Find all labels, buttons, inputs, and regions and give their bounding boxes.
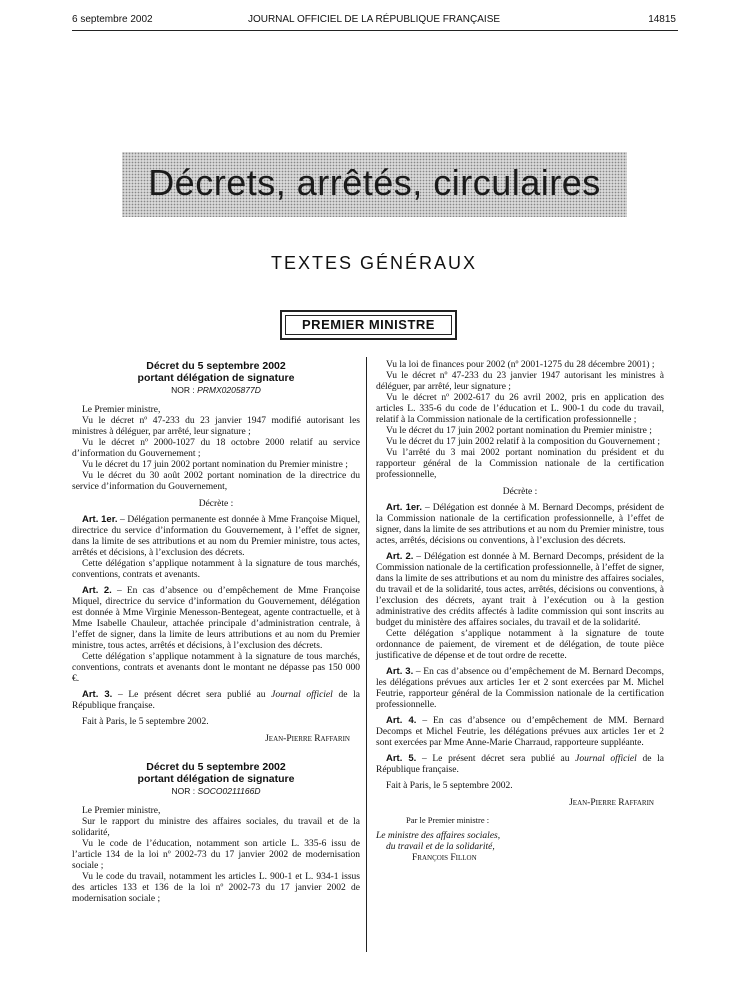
decree2-para: Vu le décret nº 47-233 du 23 janvier 1947 autorisant les ministres à déléguer, par arrêté, leur signature ;	[376, 371, 664, 392]
decree2-para: Sur le rapport du ministre des affaires sociales, du travail et de la solidarité,	[72, 817, 360, 838]
decree1-article-1	[72, 514, 360, 559]
decree2-nor-label: NOR :	[171, 786, 196, 796]
decree1-para: Le Premier ministre,	[82, 405, 161, 415]
article-label: Art. 2.	[82, 585, 112, 596]
article-label: Art. 3.	[82, 689, 113, 700]
decree2-par-le-premier-ministre: Par le Premier ministre :	[406, 815, 490, 825]
decree2-article-2	[376, 551, 664, 629]
decree2-para: Vu la loi de finances pour 2002 (nº 2001-1275 du 28 décembre 2001) ;	[386, 360, 655, 370]
decree1-title	[72, 360, 360, 384]
decree2-para: Vu le code de l’éducation, notamment son article L. 335-6 issu de l’article 134 de la loi nº 2002-73 du 17 janvier 2002 de modernisation sociale ;	[72, 839, 360, 871]
header-journal-title: JOURNAL OFFICIEL DE LA RÉPUBLIQUE FRANÇAISE	[247, 14, 501, 25]
decree1-title-line1: Décret du 5 septembre 2002	[146, 360, 286, 372]
minister-title-line1: Le ministre des affaires sociales,	[376, 831, 501, 841]
decree2-article-1	[376, 502, 664, 547]
decree1-para: Vu le décret du 17 juin 2002 portant nomination du Premier ministre ;	[82, 460, 348, 470]
header-page-number: 14815	[648, 14, 676, 25]
right-column	[376, 360, 664, 864]
header-rule	[72, 30, 678, 31]
article-label: Art. 1er.	[386, 502, 422, 513]
section-subtitle: TEXTES GÉNÉRAUX	[270, 253, 478, 273]
decree2-minister-name: François Fillon	[412, 853, 477, 863]
decree1-article-3	[72, 689, 360, 712]
article-label: Art. 5.	[386, 753, 417, 764]
article-text: – Délégation est donnée à M. Bernard Decomps, président de la Commission nationale de la certification professionnelle, à l’effet de signer, dans la limite de ses attributions et au nom du ministre des affaires sociales, du travail et de la solidarité, tous actes, arrêtés, décisions ou conventions, à l’exclusion des décrets, ayant trait à l’exécution ou à la gestion administrative des crédits affectés à ladite commission qui sont inscrits au budget du ministère des affaires sociales, du travail et de la solidarité.	[376, 552, 664, 628]
article-label: Art. 3.	[386, 666, 414, 677]
decree2-para: Vu le décret du 17 juin 2002 relatif à la composition du Gouvernement ;	[386, 437, 661, 447]
decree2-title-line1: Décret du 5 septembre 2002	[146, 761, 286, 773]
decree2-article-3	[376, 666, 664, 711]
article-text: de la République française.	[72, 690, 360, 711]
decree1-article-1-p2: Cette délégation s’applique notamment à la signature de tous marchés, conventions, contrats et avenants.	[72, 559, 360, 580]
decree2-nor-code: SOCO0211166D	[197, 786, 261, 796]
article-label: Art. 2.	[386, 551, 414, 562]
ministry-box	[280, 310, 457, 340]
decree2-para: Vu l’arrêté du 3 mai 2002 portant nomination du président et du rapporteur général de la Commission nationale de la certification professionnelle,	[376, 448, 664, 480]
minister-title-line2: du travail et de la solidarité,	[386, 842, 495, 852]
decree2-para: Vu le code du travail, notamment les articles L. 900-1 et L. 934-1 issus des articles 133 et 136 de la loi nº 2002-73 du 17 janvier 2002 de modernisation sociale ;	[72, 872, 360, 904]
decree1-para: Vu le décret nº 47-233 du 23 janvier 1947 modifié autorisant les ministres à déléguer, par arrêté, leur signature ;	[72, 416, 360, 437]
decree1-title-line2: portant délégation de signature	[137, 372, 295, 384]
decree2-article-2-p2: Cette délégation s’applique notamment à la signature de toute ordonnance de paiement, de virement et de délégation, de toute pièce justificative de dépense et de tout ordre de recette.	[376, 629, 664, 661]
ministry-label: PREMIER MINISTRE	[285, 315, 452, 335]
article-text: – Délégation permanente est donnée à Mme Françoise Miquel, directrice du service d’information du Gouvernement, à l’effet de signer, dans la limite de ses attributions et au nom du Premier ministre, tous actes, arrêtés et décisions, à l’exclusion des décrets.	[72, 515, 360, 558]
article-text: – En cas d’absence ou d’empêchement de Mme Françoise Miquel, directrice du service d’information du Gouvernement, délégation est donnée à Mme Virginie Menesson-Bentegeat, agente contractuelle, et à Mme Isabelle Chauleur, attachée principale d’administration centrale, à l’effet de signer, dans la limite de leurs attributions et au nom du Premier ministre, tous actes, arrêtés et décisions, à l’exclusion des décrets.	[72, 586, 360, 651]
banner-title: Décrets, arrêtés, circulaires	[148, 162, 601, 203]
article-text: – En cas d’absence ou d’empêchement de MM. Bernard Decomps et Michel Feutrie, les délégations prévues aux articles 1er et 2 sont exercées par Mme Anne-Marie Charraud, rapporteure suppléante.	[376, 716, 664, 748]
decree2-article-5	[376, 753, 664, 776]
decree2-title-line2: portant délégation de signature	[137, 773, 295, 785]
article-text: – Le présent décret sera publié au	[416, 754, 576, 764]
article-text: – En cas d’absence ou d’empêchement de M. Bernard Decomps, les délégations prévues aux articles 1er et 2 sont exercées par M. Michel Feutrie, rapporteur général de la Commission nationale de la certification professionnelle.	[376, 667, 664, 710]
decree1-para: Vu le décret du 30 août 2002 portant nomination de la directrice du service d’information du Gouvernement,	[72, 471, 360, 492]
decree1-decrete: Décrète :	[198, 499, 234, 509]
header-date: 6 septembre 2002	[72, 14, 153, 25]
decree2-para: Le Premier ministre,	[82, 806, 161, 816]
decree2-signature: Jean-Pierre Raffarin	[569, 798, 654, 808]
decree2-para: Vu le décret du 17 juin 2002 portant nomination du Premier ministre ;	[386, 426, 652, 436]
section-banner	[122, 152, 627, 217]
decree2-nor	[72, 786, 360, 797]
article-text: de la République française.	[376, 754, 664, 775]
journal-officiel-italic: Journal officiel	[575, 754, 637, 764]
article-label: Art. 1er.	[82, 514, 118, 525]
decree2-minister-title	[376, 831, 664, 853]
decree1-article-2-p2: Cette délégation s’applique notamment à la signature de tous marchés, conventions, contrats et avenants dont le montant ne dépasse pas 150 000 €.	[72, 652, 360, 684]
decree2-decrete: Décrète :	[502, 487, 538, 497]
decree2-fait: Fait à Paris, le 5 septembre 2002.	[386, 781, 513, 791]
decree1-article-2	[72, 585, 360, 652]
decree1-nor-code: PRMX0205877D	[197, 385, 261, 395]
article-label: Art. 4.	[386, 715, 417, 726]
decree1-nor	[72, 385, 360, 396]
decree1-para: Vu le décret nº 2000-1027 du 18 octobre 2000 relatif au service d’information du Gouvernement ;	[72, 438, 360, 459]
left-column	[72, 360, 360, 905]
decree2-title	[72, 761, 360, 785]
decree2-para: Vu le décret nº 2002-617 du 26 avril 2002, pris en application des articles L. 335-6 du code de l’éducation et L. 900-1 du code du travail, relatif à la Commission nationale de la certification professionnelle ;	[376, 393, 664, 425]
decree1-signature: Jean-Pierre Raffarin	[265, 734, 350, 744]
journal-officiel-italic: Journal officiel	[271, 690, 333, 700]
article-text: – Délégation est donnée à M. Bernard Decomps, président de la Commission nationale de la certification professionnelle, à l’effet de signer, dans la limite de ses attributions et au nom du Premier ministre, tous actes, arrêtés, décisions ou conventions, à l’exclusion des décrets.	[376, 503, 665, 546]
decree2-article-4	[376, 715, 664, 749]
article-text: – Le présent décret sera publié au	[112, 690, 272, 700]
decree1-fait: Fait à Paris, le 5 septembre 2002.	[82, 717, 209, 727]
decree1-nor-label: NOR :	[171, 385, 195, 395]
column-divider	[366, 357, 367, 952]
